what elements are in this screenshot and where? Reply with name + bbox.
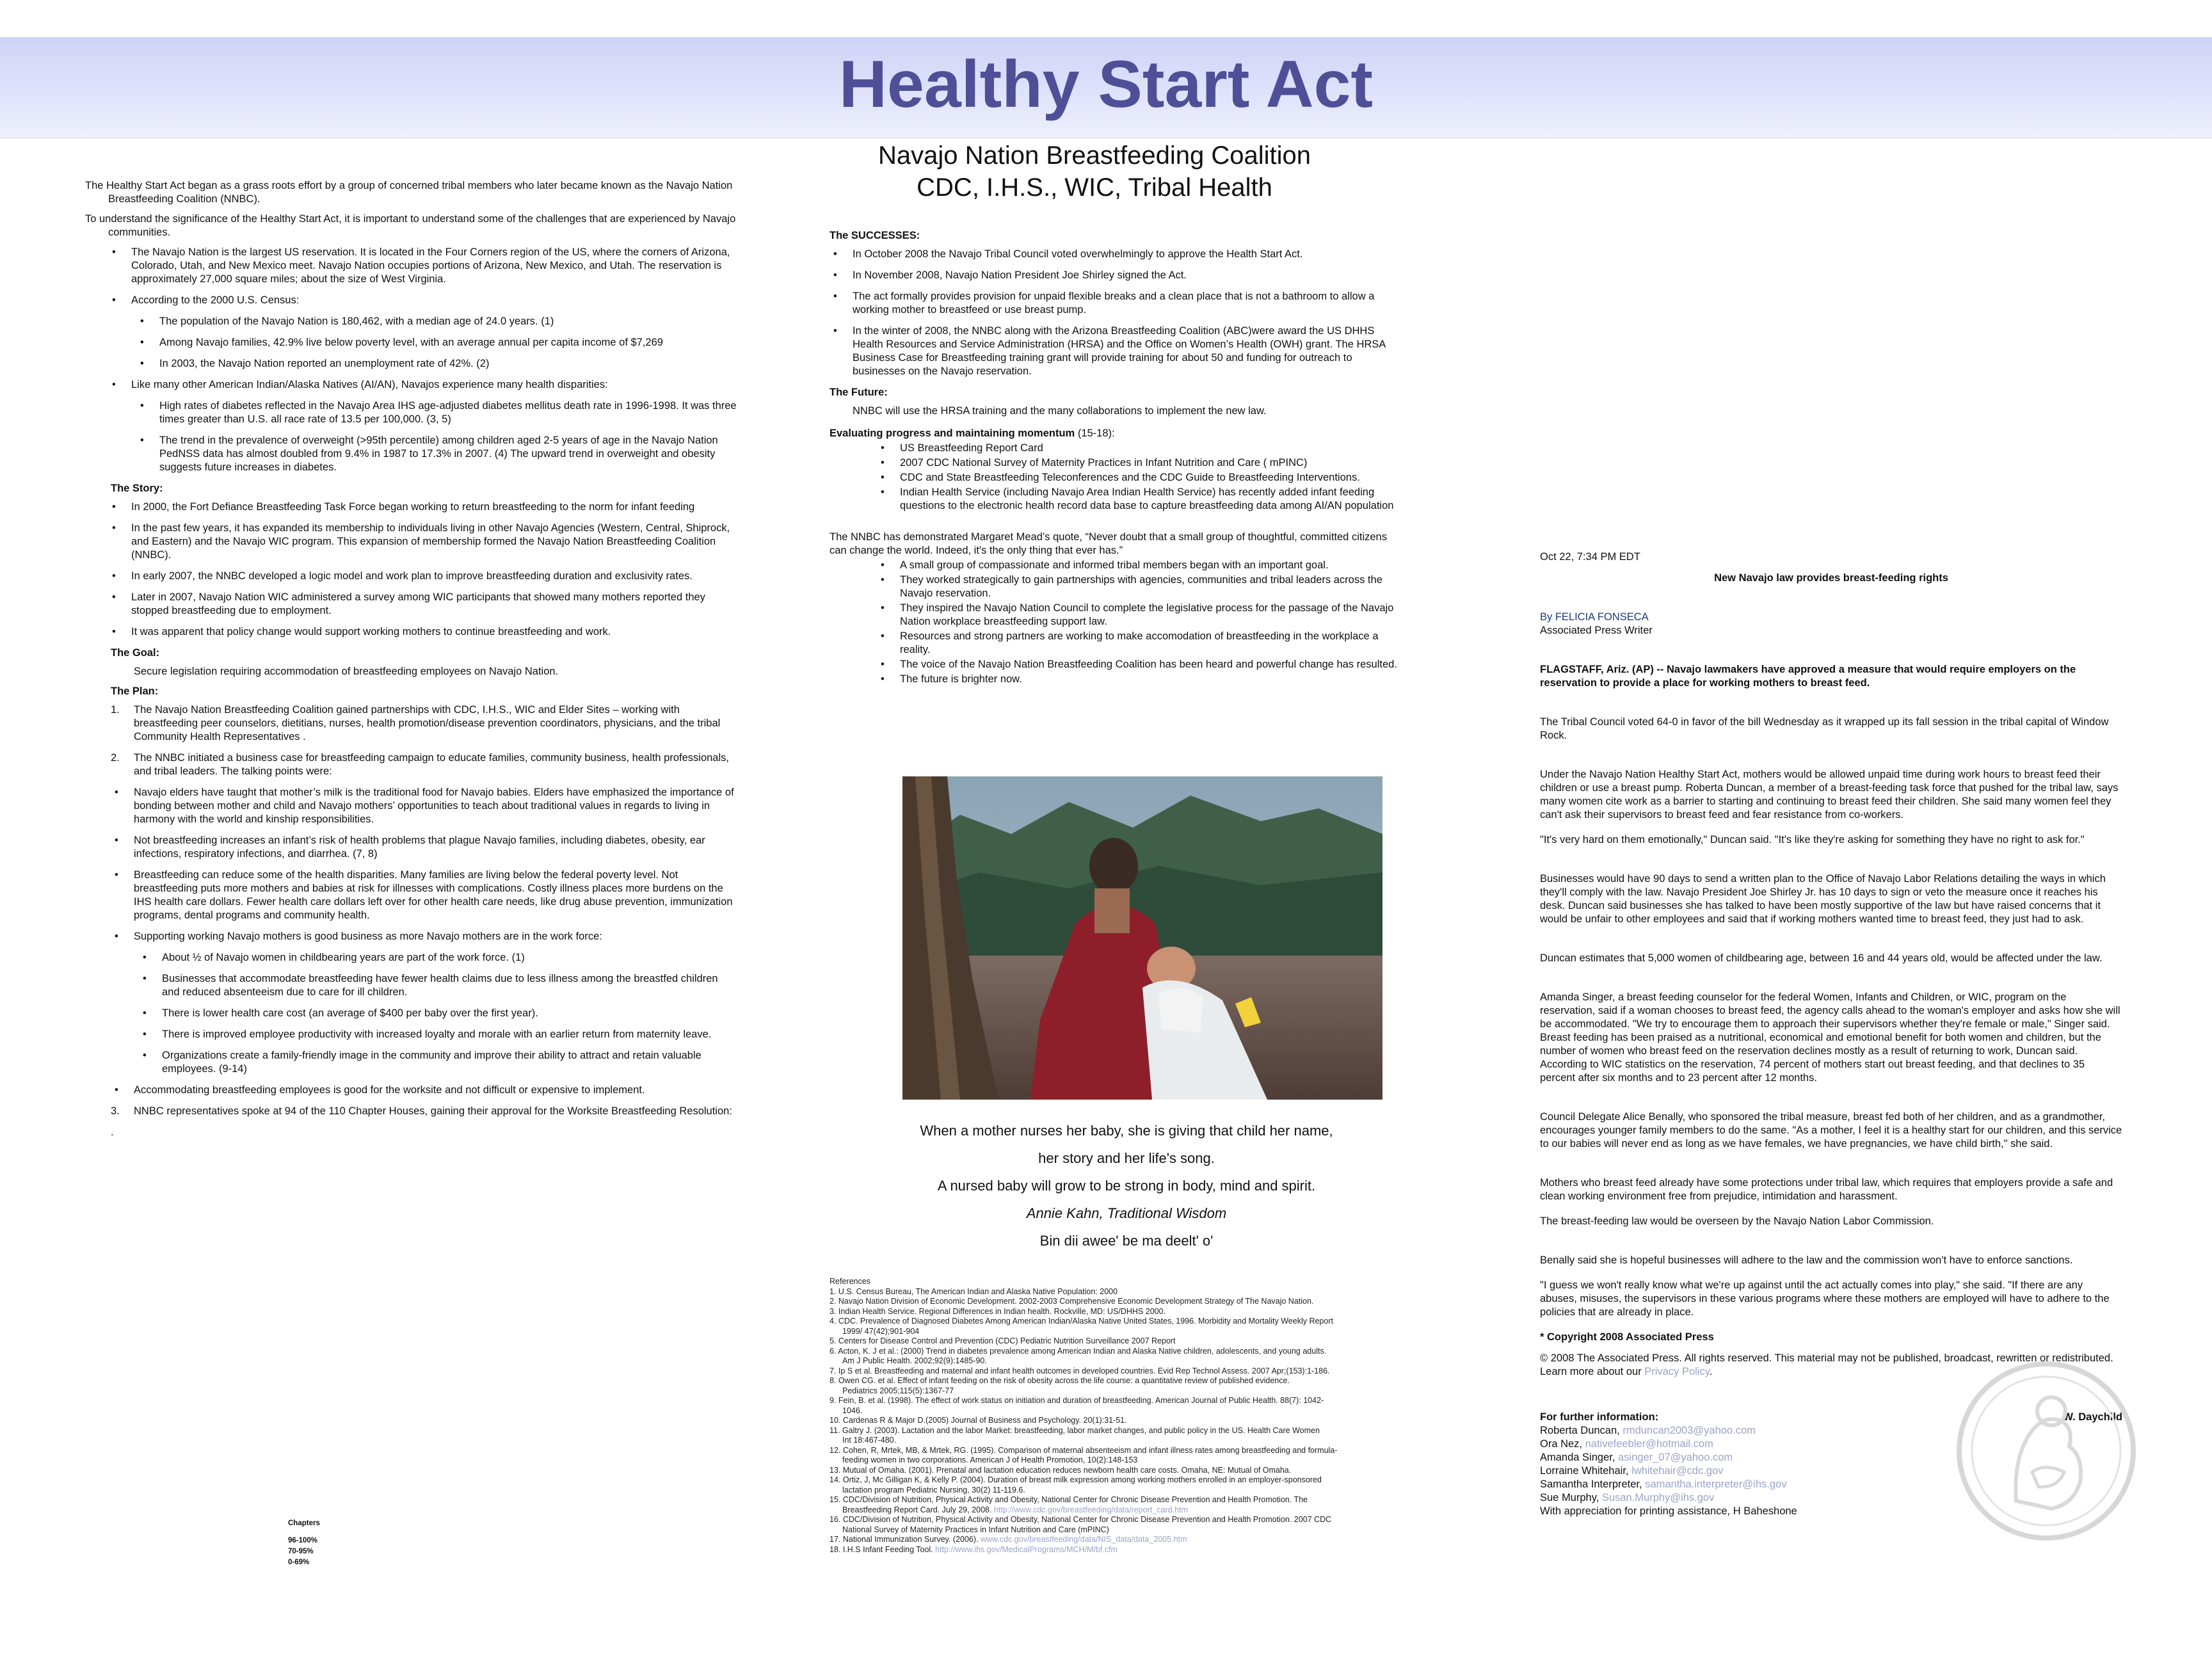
quote-line-1: When a mother nurses her baby, she is giving that child her name, bbox=[920, 1123, 1333, 1139]
reference-item: 14. Ortiz, J, Mc Gilligan K, & Kelly P. (2004). Duration of breast milk expression among working mothers enrolled in an employer-sponsored bbox=[830, 1475, 1322, 1484]
list-item: • Navajo elders have taught that mother’s milk is the traditional food for Navajo babies. Elders have emphasized the importance of bonding between mother and child and Navajo mothers’ opportunities to teach about traditional values in regards to living in harmony with the world and kinship responsibilities. bbox=[111, 786, 738, 826]
watermark-graphic bbox=[1955, 1360, 2138, 1543]
contact-name: Lorraine Whitehair, bbox=[1540, 1465, 1632, 1477]
list-item: • They inspired the Navajo Nation Council to complete the legislative process for the passage of the Navajo Nation workplace breastfeeding support law. bbox=[830, 602, 1406, 629]
article-paragraph: Under the Navajo Nation Healthy Start Act, mothers would be allowed unpaid time during work hours to breast feed their children or use a breast pump. Roberta Duncan, a member of a breast-feeding task force that pushed for the tribal law, says many women cite work as a barrier to starting and continuing to breast feed their children. She said many women feel they can't ask their supervisors to breast feed and fear resistance from co-workers. bbox=[1540, 769, 2119, 821]
privacy-policy-link[interactable]: Privacy Policy bbox=[1644, 1366, 1710, 1377]
contact-name: Ora Nez, bbox=[1540, 1438, 1585, 1450]
reference-item: 12. Cohen, R, Mrtek, MB, & Mrtek, RG. (1995). Comparison of maternal absenteeism and infant illness rates among breastfeeding and formula- bbox=[830, 1445, 1338, 1455]
reference-item: 15. CDC/Division of Nutrition, Physical Activity and Obesity, National Center for Chronic Disease Prevention and Health Promotion. The bbox=[830, 1495, 1308, 1504]
list-item: • The trend in the prevalence of overweight (>95th percentile) among children aged 2-5 years of age in the Navajo Nation PedNSS data has almost doubled from 9.4% in 1987 to 17.3% in 2007. (4) The upward trend in overweight and obesity suggests future increases in diabetes. bbox=[108, 434, 738, 474]
reference-item: Int 18:467-480. bbox=[842, 1436, 897, 1445]
article-lead: FLAGSTAFF, Ariz. (AP) -- Navajo lawmakers have approved a measure that would require employers on the reservation to provide a place for working mothers to breast feed. bbox=[1540, 664, 2076, 689]
list-item: • Like many other American Indian/Alaska Natives (AI/AN), Navajos experience many health disparities: bbox=[108, 378, 738, 392]
article-byline: By FELICIA FONSECA bbox=[1540, 611, 1649, 623]
article-paragraph: The breast-feeding law would be overseen by the Navajo Nation Labor Commission. bbox=[1540, 1215, 1934, 1227]
evaluation-refs: (15-18): bbox=[1075, 428, 1115, 439]
successes-heading: The SUCCESSES: bbox=[830, 230, 920, 241]
list-item: • In October 2008 the Navajo Tribal Council voted overwhelmingly to approve the Health Start Act. bbox=[830, 248, 1406, 261]
reference-item: 7. Ip S et al. Breastfeeding and maternal and infant health outcomes in developed countries. Evid Rep Technol Assess. 2007 Apr;(153):1-186. bbox=[830, 1366, 1330, 1375]
list-item: • Among Navajo families, 42.9% live below poverty level, with an average annual per capita income of $7,269 bbox=[108, 336, 738, 349]
reference-item: 2. Navajo Nation Division of Economic Development. 2002-2003 Comprehensive Economic Development Strategy of The Navajo Nation. bbox=[830, 1297, 1314, 1306]
list-item: • There is improved employee productivity with increased loyalty and morale with an earlier return from maternity leave. bbox=[111, 1028, 738, 1041]
reference-item: feeding women in two corporations. American J of Health Promotion, 10(2):148-153 bbox=[842, 1455, 1138, 1464]
quote-attribution: Annie Kahn, Traditional Wisdom bbox=[1026, 1205, 1227, 1221]
reference-item: 1. U.S. Census Bureau, The American Indian and Alaska Native Population: 2000 bbox=[830, 1286, 1118, 1296]
reference-item: Am J Public Health. 2002;92(9):1485-90. bbox=[842, 1356, 987, 1365]
poster-title: Healthy Start Act bbox=[838, 47, 1374, 122]
list-item: • CDC and State Breastfeeding Teleconferences and the CDC Guide to Breastfeeding Interventions. bbox=[830, 471, 1406, 485]
contact-email[interactable]: Susan.Murphy@ihs.gov bbox=[1601, 1492, 1715, 1503]
reference-item: Pediatrics 2005;115(5):1367-77 bbox=[842, 1386, 954, 1395]
list-item: • According to the 2000 U.S. Census: bbox=[108, 294, 738, 307]
article-dateline: Oct 22, 7:34 PM EDT bbox=[1540, 551, 1640, 563]
mead-list bbox=[830, 559, 1406, 686]
plan-number: 3. bbox=[111, 1105, 120, 1117]
photo-illustration bbox=[902, 776, 1382, 1100]
list-item: • In the winter of 2008, the NNBC along with the Arizona Breastfeeding Coalition (ABC)were award the US DHHS Health Resources and Service Administration (HRSA) and the Office on Women’s Health (OWH) grant. The HRSA Business Case for Breastfeeding training grant will provide training for about 50 and funding for outreach to businesses on the Navajo reservation. bbox=[830, 325, 1406, 378]
mead-quote-intro: The NNBC has demonstrated Margaret Mead’s quote, “Never doubt that a small group of thoughtful, committed citizens can change the world. Indeed, it's the only thing that ever has.” bbox=[830, 531, 1387, 556]
plan-item bbox=[111, 1105, 738, 1118]
contact-heading: For further information: bbox=[1540, 1411, 1659, 1423]
reference-text: 18. I.H.S Infant Feeding Tool. bbox=[830, 1544, 933, 1554]
reference-link[interactable]: http://www.cdc.gov/breastfeeding/data/report_card.htm bbox=[993, 1505, 1188, 1514]
list-item: • The population of the Navajo Nation is 180,462, with a median age of 24.0 years. (1) bbox=[108, 315, 738, 328]
reference-text: 17. National Immunization Survey. (2006). bbox=[830, 1535, 979, 1544]
traditional-wisdom-quote bbox=[838, 1117, 1415, 1254]
article-copyright: * Copyright 2008 Associated Press bbox=[1540, 1331, 1714, 1343]
poster-subtitle bbox=[710, 140, 1479, 204]
article-paragraph: "It's very hard on them emotionally," Duncan said. "It's like they're asking for something they have no right to ask for." bbox=[1540, 834, 2085, 846]
intro-paragraph-1: The Healthy Start Act began as a grass roots effort by a group of concerned tribal members who later became known as the Navajo Nation Breastfeeding Coalition (NNBC). bbox=[85, 180, 733, 205]
quote-line-3: A nursed baby will grow to be strong in body, mind and spirit. bbox=[937, 1178, 1316, 1194]
reference-item: 1999/ 47(42);901-904 bbox=[842, 1326, 920, 1336]
list-item: • The voice of the Navajo Nation Breastfeeding Coalition has been heard and powerful change has resulted. bbox=[830, 658, 1406, 671]
references-heading: References bbox=[830, 1277, 870, 1286]
middle-column bbox=[830, 225, 1406, 687]
contact-name: Samantha Interpreter, bbox=[1540, 1479, 1646, 1490]
evaluation-heading-text: Evaluating progress and maintaining momentum bbox=[830, 428, 1075, 439]
reference-link[interactable]: http://www.ihs.gov/MedicalPrograms/MCH/M/bf.cfm bbox=[935, 1544, 1118, 1554]
signature-name: W. Daychild bbox=[2063, 1411, 2122, 1423]
article-paragraph: Duncan estimates that 5,000 women of childbearing age, between 16 and 44 years old, would be affected under the law. bbox=[1540, 952, 2103, 964]
evaluation-heading bbox=[830, 427, 1406, 440]
reference-item: 3. Indian Health Service. Regional Differences in Indian health. Rockville, MD: US/DHHS 2000. bbox=[830, 1306, 1166, 1316]
plan-list bbox=[85, 703, 738, 1118]
evaluation-list bbox=[830, 442, 1406, 513]
article-author-role: Associated Press Writer bbox=[1540, 625, 1653, 636]
challenges-list bbox=[85, 246, 738, 474]
article-paragraph: The Tribal Council voted 64-0 in favor of the bill Wednesday as it wrapped up its fall session in the tribal capital of Window Rock. bbox=[1540, 716, 2109, 741]
reference-item: 16. CDC/Division of Nutrition, Physical Activity and Obesity, National Center for Chronic Disease Prevention and Health Promotion. 2007 CDC bbox=[830, 1515, 1332, 1524]
chapters-legend bbox=[288, 1518, 320, 1568]
contact-email[interactable]: lwhitehair@cdc.gov bbox=[1631, 1465, 1724, 1477]
intro-paragraph-2: To understand the significance of the Healthy Start Act, it is important to understand some of the challenges that are experienced by Navajo communities. bbox=[85, 213, 736, 238]
reference-item: 11. Galtry J. (2003). Lactation and the labor Market: breastfeeding, labor market changes, and public policy in the US. Health Care Women bbox=[830, 1425, 1320, 1435]
reference-text: Breastfeeding Report Card. July 29, 2008. bbox=[842, 1505, 992, 1514]
list-item: • Accommodating breastfeeding employees is good for the worksite and not difficult or expensive to implement. bbox=[111, 1084, 738, 1097]
reference-item: 6. Acton, K. J et al.: (2000) Trend in diabetes prevalence among American Indian and Alaska Native children, adolescents, and young adults. bbox=[830, 1346, 1327, 1356]
reference-item: 10. Cardenas R & Major D.(2005) Journal of Business and Psychology. 20(1):31-51. bbox=[830, 1416, 1127, 1425]
chapters-row: 0-69% bbox=[288, 1559, 310, 1566]
contact-email[interactable]: asinger_07@yahoo.com bbox=[1618, 1452, 1733, 1463]
future-text: NNBC will use the HRSA training and the many collaborations to implement the new law. bbox=[853, 405, 1267, 417]
successes-list bbox=[830, 248, 1406, 378]
article-headline: New Navajo law provides breast-feeding rights bbox=[1714, 572, 1948, 584]
references bbox=[830, 1277, 1406, 1555]
list-item: • In early 2007, the NNBC developed a logic model and work plan to improve breastfeeding duration and exclusivity rates. bbox=[108, 570, 738, 583]
reference-item: National Survey of Maternity Practices in Infant Nutrition and Care (mPINC) bbox=[842, 1525, 1109, 1534]
article-paragraph: "I guess we won't really know what we're up against until the act actually comes into play," she said. "If there are any abuses, misuses, the supervisors in these various programs where these mothers are employed will have to adhere to the policies that are already in place. bbox=[1540, 1279, 2110, 1318]
list-item: • About ½ of Navajo women in childbearing years are part of the work force. (1) bbox=[111, 951, 738, 965]
list-item: • High rates of diabetes reflected in the Navajo Area IHS age-adjusted diabetes mellitus death rate in 1996-1998. It was three times greater than U.S. all race rate of 13.5 per 100,000. (3, 5) bbox=[108, 399, 738, 426]
left-column bbox=[85, 179, 738, 1146]
contact-name: Roberta Duncan, bbox=[1540, 1425, 1623, 1436]
reference-item: lactation program Pediatric Nursing, 30(2) 11-119.6. bbox=[842, 1485, 1025, 1495]
mother-and-baby-photo bbox=[902, 776, 1382, 1100]
plan-number: 1. bbox=[111, 704, 120, 716]
plan-text: NNBC representatives spoke at 94 of the 110 Chapter Houses, gaining their approval for the Worksite Breastfeeding Resolution: bbox=[134, 1105, 732, 1117]
reference-link[interactable]: www.cdc.gov/breastfeeding/data/NIS_data/data_2005.htm bbox=[981, 1535, 1187, 1544]
subtitle-line-1: Navajo Nation Breastfeeding Coalition bbox=[878, 141, 1311, 170]
plan-text: The Navajo Nation Breastfeeding Coalition gained partnerships with CDC, I.H.S., WIC and Elder Sites – working with breastfeeding peer counselors, dietitians, nurses, health promotion/disease prevention coordinators, physicians, and the tribal Community Health Representatives . bbox=[134, 704, 721, 742]
list-item: • Supporting working Navajo mothers is good business as more Navajo mothers are in the work force: bbox=[111, 930, 738, 943]
reference-item: 9. Fein, B. et al. (1998). The effect of work status on initiation and duration of breastfeeding. American Journal of Public Health. 88(7): 1042- bbox=[830, 1396, 1324, 1405]
chapters-row: 96-100% bbox=[288, 1537, 318, 1544]
plan-number: 2. bbox=[111, 752, 120, 764]
reference-item: 8. Owen CG. et al. Effect of infant feeding on the risk of obesity across the life course: a quantitative review of published evidence. bbox=[830, 1376, 1290, 1385]
reference-item: 4. CDC. Prevalence of Diagnosed Diabetes Among American Indian/Alaska Native United States, 1996. Morbidity and Mortality Weekly Report bbox=[830, 1317, 1333, 1326]
list-item: • In the past few years, it has expanded its membership to individuals living in other Navajo Agencies (Western, Central, Shiprock, and Eastern) and the Navajo WIC program. This expansion of membership formed the Navajo Nation Breastfeeding Coalition (NNBC). bbox=[108, 522, 738, 562]
quote-navajo: Bin dii awee' be ma deelt' o' bbox=[1039, 1233, 1214, 1249]
reference-item bbox=[830, 1505, 1406, 1516]
contact-email[interactable]: samantha.interpreter@ihs.gov bbox=[1645, 1479, 1787, 1490]
mother-child-watermark-icon bbox=[1955, 1360, 2138, 1543]
rights-end: . bbox=[1709, 1366, 1713, 1377]
story-list bbox=[85, 501, 738, 639]
plan-text: The NNBC initiated a business case for breastfeeding campaign to educate families, community business, health professionals, and tribal leaders. The talking points were: bbox=[134, 752, 729, 777]
subtitle-line-2: CDC, I.H.S., WIC, Tribal Health bbox=[917, 173, 1272, 202]
trailing-dot: . bbox=[111, 1126, 114, 1138]
chapters-row: 70-95% bbox=[288, 1548, 314, 1555]
future-heading: The Future: bbox=[830, 387, 888, 398]
list-item: • Later in 2007, Navajo Nation WIC administered a survey among WIC participants that showed many mothers reported they stopped breastfeeding due to employment. bbox=[108, 591, 738, 618]
list-item: • Indian Health Service (including Navajo Area Indian Health Service) has recently added infant feeding questions to the electronic health record data base to capture breastfeeding data among AI/AN population bbox=[830, 486, 1406, 513]
story-heading: The Story: bbox=[111, 483, 163, 494]
list-item: • Businesses that accommodate breastfeeding have fewer health claims due to less illness among the breastfed children and reduced absenteeism due to care for ill children. bbox=[111, 972, 738, 999]
goal-heading: The Goal: bbox=[111, 647, 160, 659]
list-item: • They worked strategically to gain partnerships with agencies, communities and tribal leaders across the Navajo reservation. bbox=[830, 573, 1406, 600]
rights-text: © 2008 The Associated Press. All rights reserved. This material may not be published, broadcast, rewritten or redistributed. Learn more about our bbox=[1540, 1352, 2113, 1377]
article-paragraph: Amanda Singer, a breast feeding counselor for the federal Women, Infants and Children, or WIC, program on the reservation, said if a woman chooses to breast feed, the agency calls ahead to the woman's employer and asks how she will be accommodated. "We try to encourage them to approach their supervisors whether they're female or male," Singer said. Breast feeding has been praised as a nutritional, economical and emotional benefit for both women and children, but the number of women who breast feed on the reservation declines mostly as a result of returning to work, Duncan said. According to WIC statistics on the reservation, 74 percent of mothers start out breast feeding, and that declines to 35 percent after six months and to 23 percent after 12 months. bbox=[1540, 991, 2120, 1084]
list-item: • The Navajo Nation is the largest US reservation. It is located in the Four Corners region of the US, where the corners of Arizona, Colorado, Utah, and New Mexico meet. Navajo Nation occupies portions of Arizona, New Mexico, and Utah. The reservation is approximately 27,000 square miles; about the size of West Virginia. bbox=[108, 246, 738, 286]
article-paragraph: Council Delegate Alice Benally, who sponsored the tribal measure, breast fed both of her children, and as a grandmother, encourages younger family members to do the same. "As a mother, I feel it is a healthy start for our children, and this service to our babies will never end as long as we have females, we have pregnancies, we have child birth," she said. bbox=[1540, 1111, 2122, 1150]
goal-text: Secure legislation requiring accommodation of breastfeeding employees on Navajo Nation. bbox=[134, 666, 559, 677]
list-item: • A small group of compassionate and informed tribal members began with an important goal. bbox=[830, 559, 1406, 572]
list-item: • Breastfeeding can reduce some of the health disparities. Many families are living below the federal poverty level. Not breastfeeding puts more mothers and babies at risk for illnesses with complications. Costly illness places more burdens on the IHS health care dollars. Fewer health care dollars left over for other health care needs, like drug abuse prevention, immunization programs, dental programs and community health. bbox=[111, 869, 738, 922]
reference-item: 13. Mutual of Omaha. (2001). Prenatal and lactation education reduces newborn health care costs. Omaha, NE: Mutual of Omaha. bbox=[830, 1465, 1292, 1475]
contact-name: Amanda Singer, bbox=[1540, 1452, 1618, 1463]
plan-item bbox=[111, 703, 738, 744]
list-item: • There is lower health care cost (an average of $400 per baby over the first year). bbox=[111, 1007, 738, 1020]
plan-heading: The Plan: bbox=[111, 685, 159, 697]
contact-email[interactable]: nativefeebler@hotmail.com bbox=[1585, 1438, 1713, 1450]
chapters-heading: Chapters bbox=[288, 1519, 320, 1527]
list-item: • In November 2008, Navajo Nation President Joe Shirley signed the Act. bbox=[830, 269, 1406, 282]
contact-email[interactable]: rmduncan2003@yahoo.com bbox=[1623, 1425, 1756, 1436]
printing-thanks: With appreciation for printing assistance, H Baheshone bbox=[1540, 1505, 1797, 1517]
reference-item: 5. Centers for Disease Control and Prevention (CDC) Pediatric Nutrition Surveillance 2007 Report bbox=[830, 1336, 1176, 1345]
quote-line-2: her story and her life's song. bbox=[1038, 1150, 1215, 1166]
list-item: • The act formally provides provision for unpaid flexible breaks and a clean place that is not a bathroom to allow a working mother to breastfeed or use breast pump. bbox=[830, 290, 1406, 317]
list-item: • Organizations create a family-friendly image in the community and improve their ability to attract and retain valuable employees. (9-14) bbox=[111, 1049, 738, 1076]
reference-item bbox=[830, 1535, 1406, 1545]
list-item: • In 2003, the Navajo Nation reported an unemployment rate of 42%. (2) bbox=[108, 357, 738, 371]
article-paragraph: Businesses would have 90 days to send a written plan to the Office of Navajo Labor Relations detailing the ways in which they'll comply with the law. Navajo President Joe Shirley Jr. has 10 days to sign or veto the measure once it reaches his desk. Duncan said businesses she has talked to have been mostly supportive of the law but have raised concerns that it would be unfair to other employees and said that if working mothers wanted time to breast feed, they just had to ask. bbox=[1540, 873, 2106, 925]
article-paragraph: Mothers who breast feed already have some protections under tribal law, which requires that employers provide a safe and clean working environment free from prejudice, intimidation and harassment. bbox=[1540, 1177, 2113, 1202]
list-item: • Not breastfeeding increases an infant’s risk of health problems that plague Navajo families, including diabetes, obesity, ear infections, respiratory infections, and diarrhea. (7, 8) bbox=[111, 834, 738, 861]
article-paragraph: Benally said she is hopeful businesses will adhere to the law and the commission won't have to enforce sanctions. bbox=[1540, 1254, 2073, 1266]
list-item: • In 2000, the Fort Defiance Breastfeeding Task Force began working to return breastfeeding to the norm for infant feeding bbox=[108, 501, 738, 514]
contact-name: Sue Murphy, bbox=[1540, 1492, 1602, 1503]
list-item: • It was apparent that policy change would support working mothers to continue breastfeeding and work. bbox=[108, 625, 738, 639]
list-item: • 2007 CDC National Survey of Maternity Practices in Infant Nutrition and Care ( mPINC) bbox=[830, 456, 1406, 470]
list-item: • Resources and strong partners are working to make accomodation of breastfeeding in the workplace a reality. bbox=[830, 630, 1406, 657]
reference-item bbox=[830, 1545, 1406, 1555]
list-item: • US Breastfeeding Report Card bbox=[830, 442, 1406, 455]
reference-item: 1046. bbox=[842, 1406, 863, 1415]
list-item: • The future is brighter now. bbox=[830, 673, 1406, 686]
plan-item bbox=[111, 751, 738, 778]
